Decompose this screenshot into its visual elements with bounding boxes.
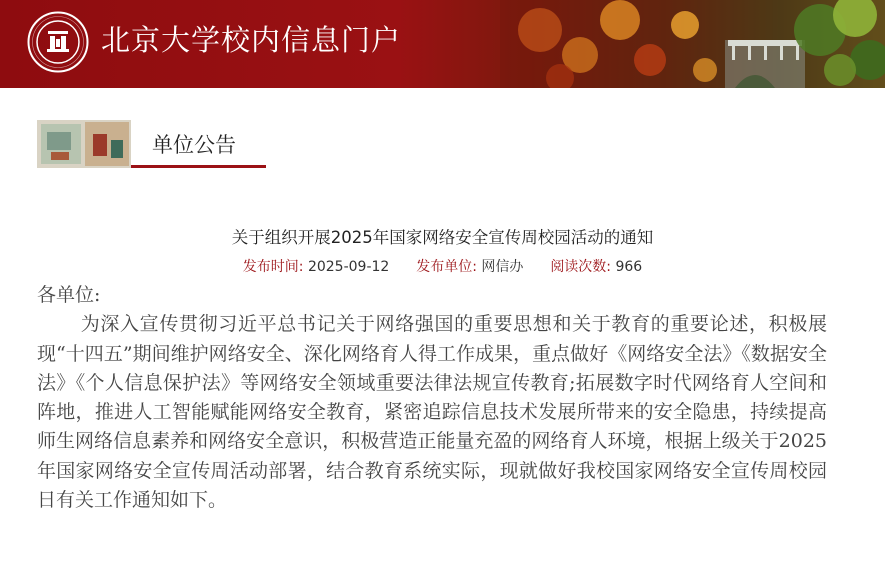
publish-unit-label: 发布单位: [416, 259, 477, 275]
site-header [0, 0, 885, 88]
section-underline [131, 165, 266, 168]
article-body [37, 281, 827, 515]
header-scenery-image [500, 0, 885, 88]
university-logo-icon [27, 11, 89, 73]
section-title: 单位公告 [152, 133, 236, 157]
read-count-value: 966 [615, 259, 643, 275]
publish-time-label: 发布时间: [242, 259, 304, 275]
site-title: 北京大学校内信息门户 [101, 23, 402, 57]
read-count-label: 阅读次数: [550, 259, 612, 275]
section-thumbnail-image [37, 120, 131, 168]
article-title: 关于组织开展2025年国家网络安全宣传周校园活动的通知 [231, 228, 654, 247]
article-paragraph: 为深入宣传贯彻习近平总书记关于网络强国的重要思想和关于教育的重要论述，积极展现“十四五”期间维护网络安全、深化网络育人得工作成果，重点做好《网络安全法》《数据安全法》《个人信息保护法》等网络安全领域重要法律法规宣传教育;拓展数字时代网络育人空间和阵地，推进人工智能赋能网络安全教育，紧密追踪信息技术发展所带来的安全隐患，持续提高师生网络信息素养和网络安全意识，积极营造正能量充盈的网络育人环境，根据上级关于2025年国家网络安全宣传周活动部署，结合教育系统实际，现就做好我校国家网络安全宣传周校园日有关工作通知如下。 [37, 313, 827, 512]
publish-unit-value: 网信办 [481, 259, 524, 275]
publish-time-value: 2025-09-12 [307, 259, 390, 275]
section-heading [37, 120, 267, 170]
salutation: 各单位: [37, 284, 101, 306]
article-meta [0, 256, 885, 276]
